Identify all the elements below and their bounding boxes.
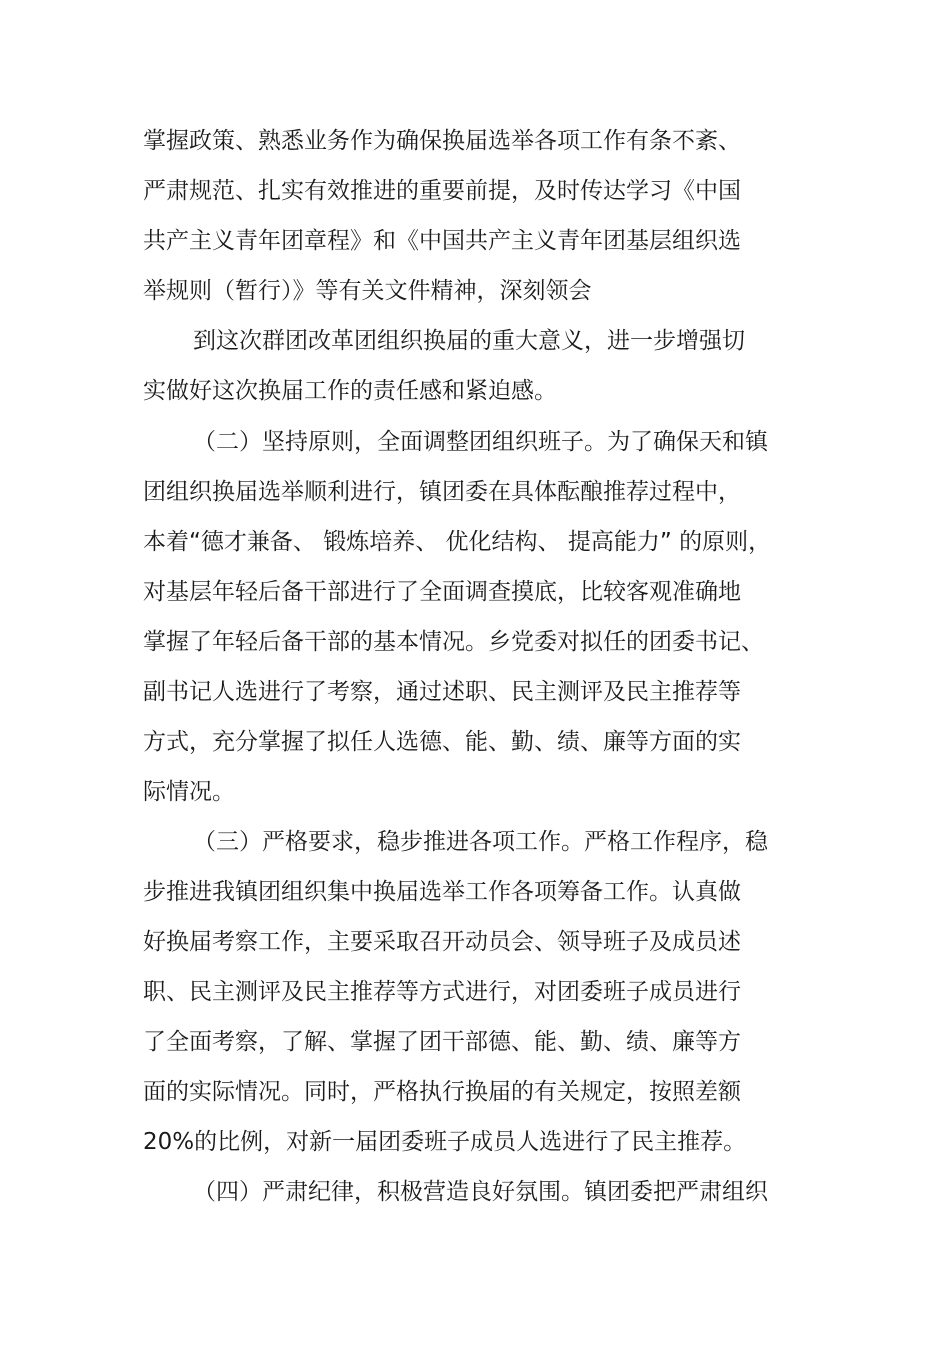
text-line: 副书记人选进行了考察，通过述职、民主测评及民主推荐等 bbox=[143, 679, 741, 705]
text-line: 严肃规范、扎实有效推进的重要前提，及时传达学习《中国 bbox=[143, 178, 741, 204]
text-line: 掌握了年轻后备干部的基本情况。乡党委对拟任的团委书记、 bbox=[143, 629, 764, 655]
text-line: 20%的比例，对新一届团委班子成员人选进行了民主推荐。 bbox=[143, 1129, 747, 1155]
text-line: 面的实际情况。同时，严格执行换届的有关规定，按照差额 bbox=[143, 1079, 741, 1105]
text-line: 方式，充分掌握了拟任人选德、能、勤、绩、廉等方面的实 bbox=[143, 729, 741, 755]
paragraph-first-line: （四）严肃纪律，积极营造良好氛围。镇团委把严肃组织 bbox=[193, 1179, 768, 1205]
text-line: 好换届考察工作，主要采取召开动员会、领导班子及成员述 bbox=[143, 929, 741, 955]
text-line: 职、民主测评及民主推荐等方式进行，对团委班子成员进行 bbox=[143, 979, 741, 1005]
text-line: 对基层年轻后备干部进行了全面调查摸底，比较客观准确地 bbox=[143, 579, 741, 605]
text-line: 举规则（暂行）》等有关文件精神，深刻领会 bbox=[143, 278, 592, 304]
text-line: 步推进我镇团组织集中换届选举工作各项筹备工作。认真做 bbox=[143, 879, 741, 905]
paragraph-first-line: 到这次群团改革团组织换届的重大意义，进一步增强切 bbox=[193, 328, 745, 354]
paragraph-first-line: （三）严格要求，稳步推进各项工作。严格工作程序，稳 bbox=[193, 829, 768, 855]
text-line: 掌握政策、熟悉业务作为确保换届选举各项工作有条不紊、 bbox=[143, 128, 741, 154]
text-line: 了全面考察，了解、掌握了团干部德、能、勤、绩、廉等方 bbox=[143, 1029, 741, 1055]
text-line: 实做好这次换届工作的责任感和紧迫感。 bbox=[143, 378, 557, 404]
text-line: 团组织换届选举顺利进行，镇团委在具体酝酿推荐过程中， bbox=[143, 479, 741, 505]
paragraph-first-line: （二）坚持原则，全面调整团组织班子。为了确保天和镇 bbox=[193, 429, 768, 455]
text-line: 共产主义青年团章程》和《中国共产主义青年团基层组织选 bbox=[143, 228, 741, 254]
text-line: 本着“德才兼备、 锻炼培养、 优化结构、 提高能力” 的原则， bbox=[143, 529, 772, 555]
text-line: 际情况。 bbox=[143, 779, 235, 805]
